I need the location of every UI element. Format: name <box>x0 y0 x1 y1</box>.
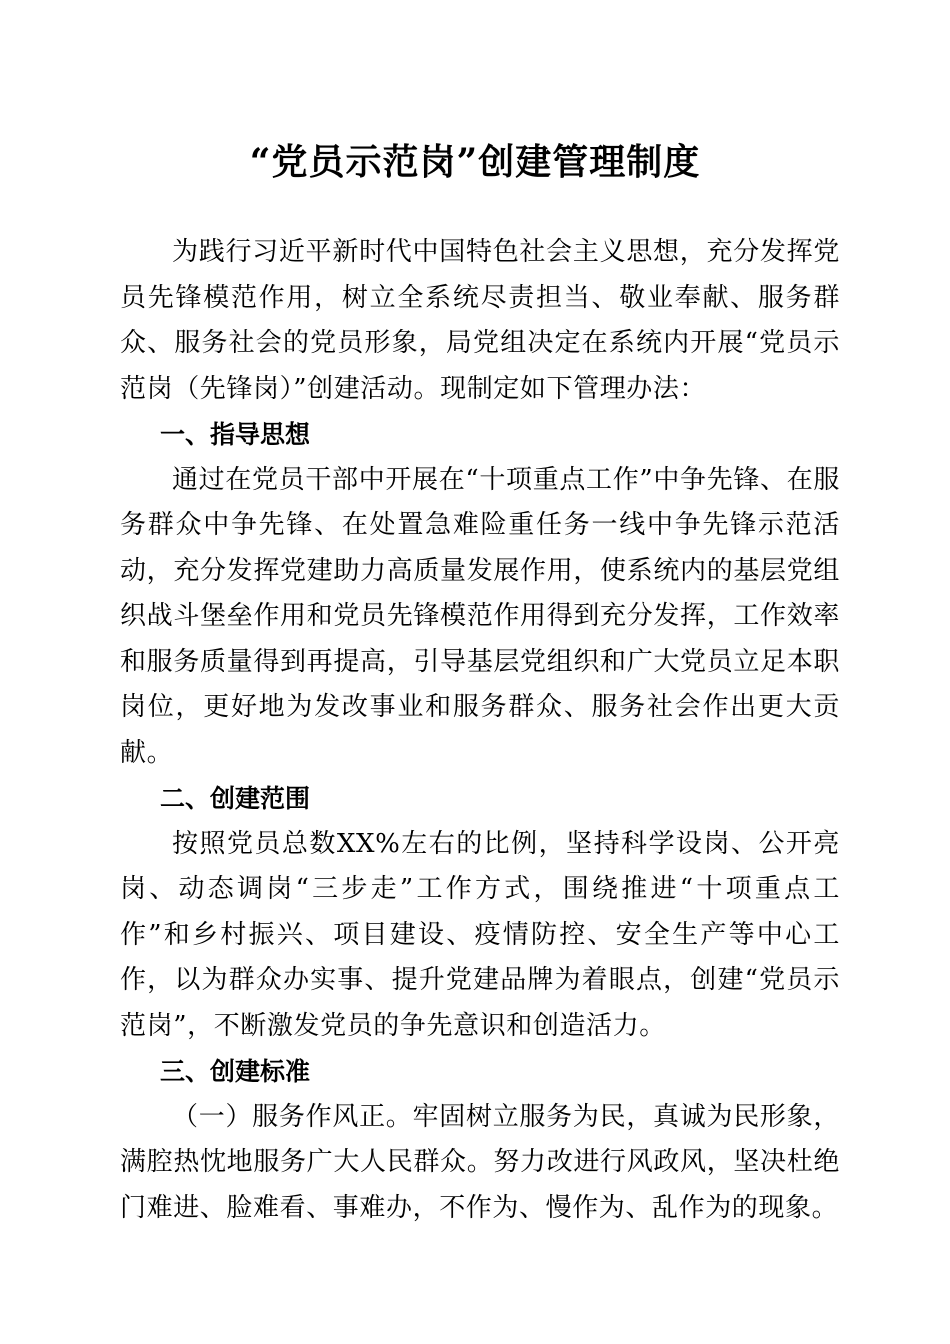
section-text-guiding-ideology: 通过在党员干部中开展在“十项重点工作”中争先锋、在服务群众中争先锋、在处置急难险重任务一线中争先锋示范活动，充分发挥党建助力高质量发展作用，使系统内的基层党组织战斗堡垒作用和党员先锋模范作用得到充分发挥，工作效率和服务质量得到再提高，引导基层党组织和广大党员立足本职岗位，更好地为发改事业和服务群众、服务社会作出更大贡献。 <box>120 464 840 768</box>
section-heading-standards: 三、创建标准 <box>160 1057 311 1086</box>
intro-paragraph: 为践行习近平新时代中国特色社会主义思想，充分发挥党员先锋模范作用，树立全系统尽责担当、敬业奉献、服务群众、服务社会的党员形象，局党组决定在系统内开展“党员示范岗（先锋岗）”创建活动。现制定如下管理办法： <box>120 237 840 404</box>
section-text-standards: （一）服务作风正。牢固树立服务为民，真诚为民形象，满腔热忱地服务广大人民群众。努力改进行风政风，坚决杜绝门难进、脸难看、事难办，不作为、慢作为、乱作为的现象。 <box>120 1101 840 1223</box>
section-text-scope: 按照党员总数XX%左右的比例，坚持科学设岗、公开亮岗、动态调岗“三步走”工作方式，围绕推进“十项重点工作”和乡村振兴、项目建设、疫情防控、安全生产等中心工作，以为群众办实事、提升党建品牌为着眼点，创建“党员示范岗”，不断激发党员的争先意识和创造活力。 <box>120 828 840 1041</box>
document-body <box>120 230 840 1231</box>
section-heading-scope: 二、创建范围 <box>160 784 311 813</box>
section-heading-guiding-ideology: 一、指导思想 <box>160 420 311 449</box>
document-title: “党员示范岗”创建管理制度 <box>249 141 701 183</box>
